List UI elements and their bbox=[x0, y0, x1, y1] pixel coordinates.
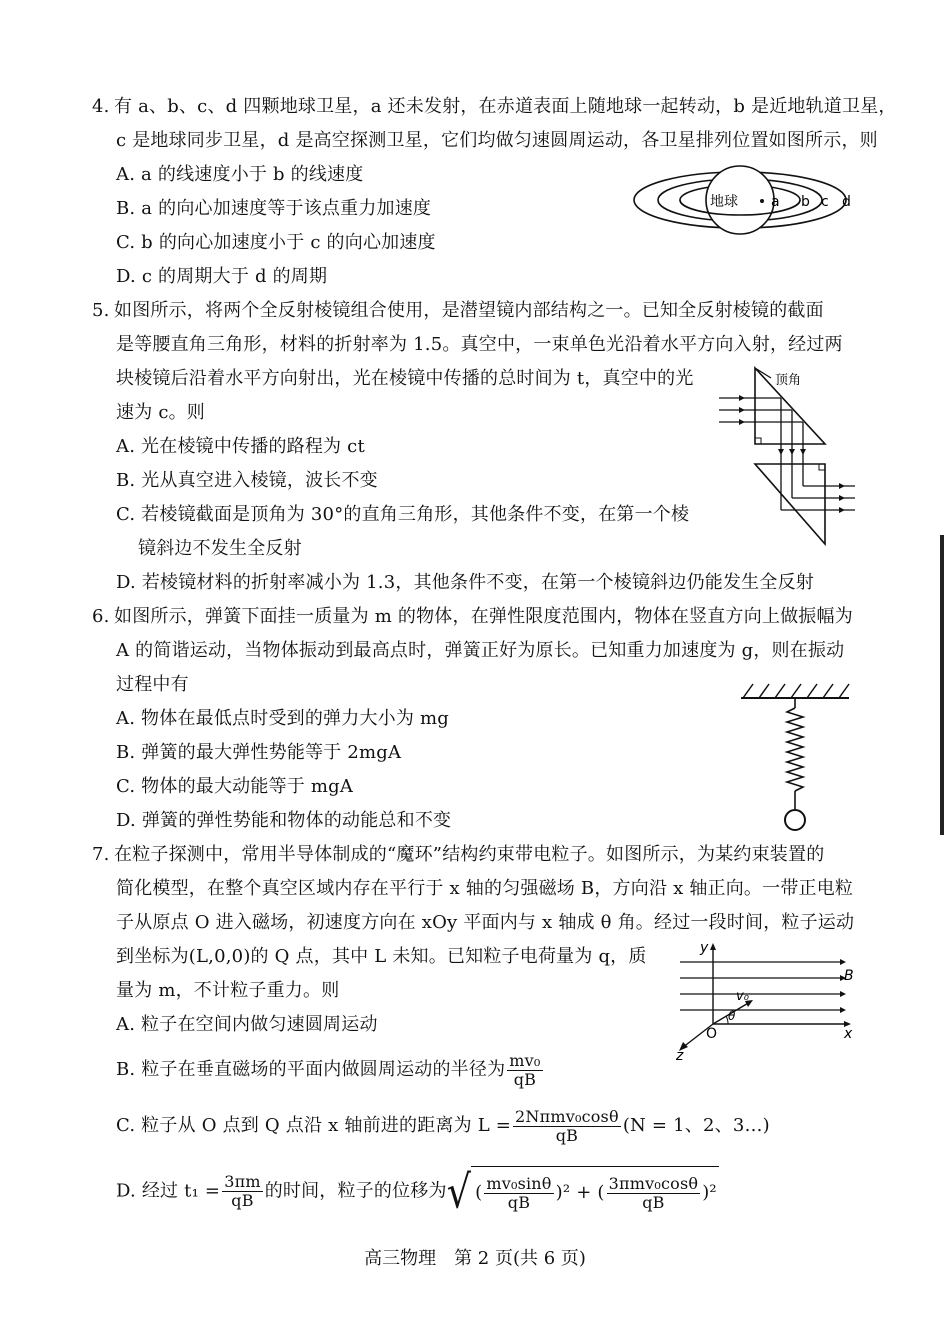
q5-prism-figure bbox=[715, 364, 860, 554]
q5-option-c-cont: 镜斜边不发生全反射 bbox=[138, 538, 302, 559]
q7-option-d-fraction-2 bbox=[607, 1175, 701, 1212]
frac-denominator: qB bbox=[555, 1125, 579, 1145]
q7-option-d-text: D. 经过 t₁ = bbox=[116, 1180, 221, 1202]
frac-numerator: 2Nπmv₀cosθ bbox=[515, 1106, 619, 1126]
q7-option-b-text: B. 粒子在垂直磁场的平面内做圆周运动的半径为 bbox=[116, 1059, 506, 1080]
q7-option-a[interactable]: A. 粒子在空间内做匀速圆周运动 bbox=[116, 1014, 378, 1035]
apex-label: 顶角 bbox=[775, 373, 802, 388]
frac-denominator: qB bbox=[642, 1192, 665, 1212]
q5-stem1-text: 如图所示，将两个全反射棱镜组合使用，是潜望镜内部结构之一。已知全反射棱镜的截面 bbox=[114, 300, 824, 321]
q7-stem1-text: 在粒子探测中，常用半导体制成的“魔环”结构约束带电粒子。如图所示，为某约束装置的 bbox=[114, 844, 825, 865]
q5-option-c[interactable]: C. 若棱镜截面是顶角为 30°的直角三角形，其他条件不变，在第一个棱 bbox=[116, 504, 690, 525]
q6-number: 6. bbox=[92, 606, 110, 627]
y-axis-label: y bbox=[700, 940, 709, 956]
q4-stem-line2: c 是地球同步卫星，d 是高空探测卫星，它们均做匀速圆周运动，各卫星排列位置如图所示，则 bbox=[116, 130, 878, 151]
sat-d-label: d bbox=[842, 194, 851, 210]
q7-option-b[interactable] bbox=[116, 1048, 545, 1092]
origin-label: O bbox=[706, 1026, 718, 1042]
q4-stem1-text: 有 a、b、c、d 四颗地球卫星，a 还未发射，在赤道表面上随地球一起转动，b 是近地轨道卫星， bbox=[114, 96, 897, 117]
q6-option-c[interactable]: C. 物体的最大动能等于 mgA bbox=[116, 776, 354, 797]
q7-option-b-fraction bbox=[507, 1052, 542, 1089]
page-footer: 高三物理 第 2 页(共 6 页) bbox=[364, 1248, 586, 1269]
q7-stem-line2: 简化模型，在整个真空区域内存在平行于 x 轴的匀强磁场 B，方向沿 x 轴正向。一带正电粒 bbox=[116, 878, 854, 899]
q7-stem-line3: 子从原点 O 进入磁场，初速度方向在 xOy 平面内与 x 轴成 θ 角。经过一段时间，粒子运动 bbox=[116, 912, 855, 933]
q5-stem-line1 bbox=[92, 296, 824, 326]
sat-a-label: a bbox=[771, 194, 780, 210]
z-axis-label: z bbox=[676, 1048, 684, 1062]
q5-stem-line3: 块棱镜后沿着水平方向射出，光在棱镜中传播的总时间为 t，真空中的光 bbox=[116, 368, 694, 389]
sqrt-icon: √ bbox=[446, 1165, 472, 1218]
q7-option-d-fraction-1 bbox=[484, 1175, 553, 1212]
q6-option-a[interactable]: A. 物体在最低点时受到的弹力大小为 mg bbox=[116, 708, 449, 729]
theta-label: θ bbox=[728, 1009, 736, 1023]
frac-denominator: qB bbox=[507, 1192, 531, 1212]
sat-c-label: c bbox=[821, 194, 829, 210]
q7-option-d[interactable] bbox=[116, 1165, 719, 1218]
q6-option-d[interactable]: D. 弹簧的弹性势能和物体的动能总和不变 bbox=[116, 810, 452, 831]
q7-option-d-time-fraction bbox=[222, 1173, 262, 1210]
x-axis-label: x bbox=[844, 1026, 853, 1042]
q7-option-d-mid: 的时间，粒子的位移为 bbox=[264, 1180, 447, 1202]
q7-option-c[interactable] bbox=[116, 1104, 770, 1148]
q5-number: 5. bbox=[92, 300, 110, 321]
frac-numerator: mv₀sinθ bbox=[486, 1173, 552, 1193]
q5-stem-line4: 速为 c。则 bbox=[116, 402, 206, 423]
frac-numerator: 3πm bbox=[224, 1172, 261, 1191]
q5-option-b[interactable]: B. 光从真空进入棱镜，波长不变 bbox=[116, 470, 378, 491]
q7-option-c-condition: (N = 1、2、3…) bbox=[622, 1115, 770, 1136]
q4-number: 4. bbox=[92, 96, 110, 117]
q7-stem-line4: 到坐标为(L,0,0)的 Q 点，其中 L 未知。已知粒子电荷量为 q，质 bbox=[116, 946, 647, 967]
q7-option-c-text: C. 粒子从 O 点到 Q 点沿 x 轴前进的距离为 L = bbox=[116, 1115, 512, 1136]
frac-numerator: mv₀ bbox=[509, 1050, 541, 1070]
scan-margin-mark bbox=[940, 535, 944, 835]
sat-b-label: b bbox=[801, 194, 810, 210]
frac-numerator: 3πmv₀cosθ bbox=[608, 1173, 699, 1193]
q7-option-d-sqrt-body: ( $\frac{\text{mv₀sinθ}}{qB}$ )² + ( $\frac{\text{3πmv₀cosθ}}{qB}$ )² bbox=[471, 1166, 719, 1217]
q6-stem-line2: A 的简谐运动，当物体振动到最高点时，弹簧正好为原长。已知重力加速度为 g，则在振动 bbox=[116, 640, 845, 661]
frac-denominator: qB bbox=[513, 1069, 537, 1089]
q4-option-b[interactable]: B. a 的向心加速度等于该点重力加速度 bbox=[116, 198, 432, 219]
q6-stem-line3: 过程中有 bbox=[116, 674, 189, 695]
q7-stem-line1 bbox=[92, 840, 824, 870]
q6-stem1-text: 如图所示，弹簧下面挂一质量为 m 的物体，在弹性限度范围内，物体在竖直方向上做振幅为 bbox=[114, 606, 853, 627]
q7-magnetic-field-figure bbox=[668, 940, 858, 1062]
q6-spring-figure bbox=[735, 676, 855, 836]
q5-option-a[interactable]: A. 光在棱镜中传播的路程为 ct bbox=[116, 436, 365, 457]
q4-option-d[interactable]: D. c 的周期大于 d 的周期 bbox=[116, 266, 328, 287]
q5-option-d[interactable]: D. 若棱镜材料的折射率减小为 1.3，其他条件不变，在第一个棱镜斜边仍能发生全反射 bbox=[116, 572, 814, 593]
q4-stem-line1 bbox=[92, 92, 897, 122]
q5-stem-line2: 是等腰直角三角形，材料的折射率为 1.5。真空中，一束单色光沿着水平方向入射，经过两 bbox=[116, 334, 843, 355]
q7-number: 7. bbox=[92, 844, 110, 865]
q7-option-c-fraction bbox=[513, 1108, 621, 1145]
field-b-label: B bbox=[844, 968, 854, 984]
q7-stem-line5: 量为 m，不计粒子重力。则 bbox=[116, 980, 340, 1001]
q4-satellite-orbit-figure bbox=[630, 160, 870, 244]
q6-stem-line1 bbox=[92, 602, 853, 632]
q4-option-a[interactable]: A. a 的线速度小于 b 的线速度 bbox=[116, 164, 364, 185]
q6-option-b[interactable]: B. 弹簧的最大弹性势能等于 2mgA bbox=[116, 742, 402, 763]
earth-label: 地球 bbox=[710, 194, 738, 210]
frac-denominator: qB bbox=[231, 1191, 254, 1210]
v0-label: v₀ bbox=[736, 989, 749, 1004]
q4-option-c[interactable]: C. b 的向心加速度小于 c 的向心加速度 bbox=[116, 232, 436, 253]
